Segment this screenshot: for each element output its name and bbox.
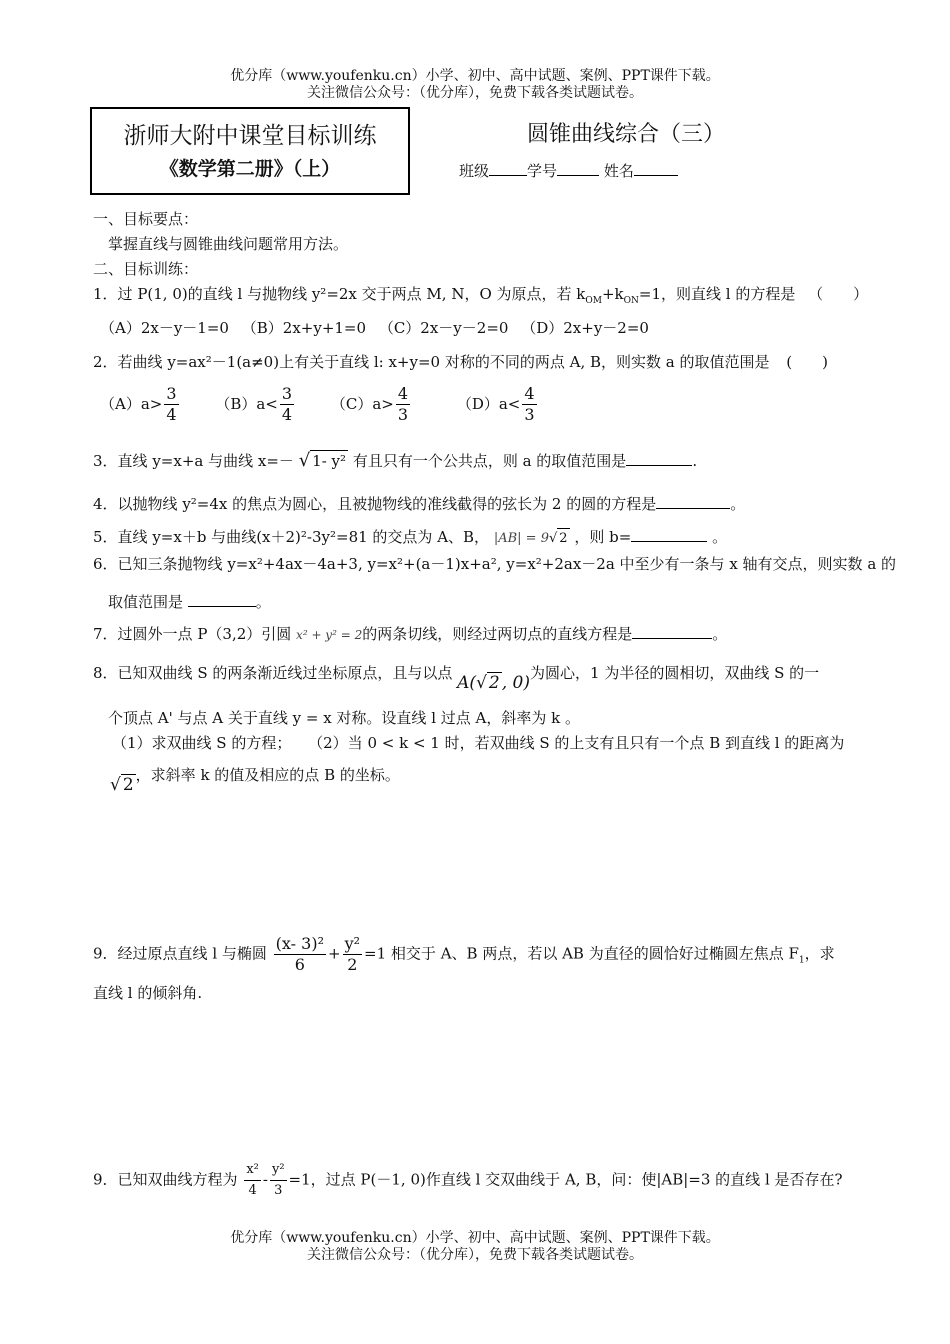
- section1-content: 掌握直线与圆锥曲线问题常用方法。: [108, 235, 349, 253]
- q9b-text-b: ，过点 P(－1, 0)作直线 l 交双曲线于 A, B，问：使|AB|=3 的直线 l 是否存在?: [310, 1170, 843, 1189]
- q7-text-b: 的两条切线，则经过两切点的直线方程是: [362, 625, 633, 643]
- q2-number: 2．: [93, 353, 118, 371]
- q8-line4-sqrt: 2: [122, 775, 134, 795]
- q4-number: 4．: [93, 495, 118, 513]
- q5-text-b: ，则 b=: [574, 528, 632, 546]
- q2-bracket: ( ): [786, 353, 828, 371]
- q1-text-b: +k: [601, 285, 624, 303]
- q8-line1: [93, 662, 820, 693]
- q6-end: 。: [255, 593, 271, 611]
- q9a-line2: 直线 l 的倾斜角.: [93, 984, 203, 1002]
- q9a-f1-den: 6: [294, 955, 305, 974]
- q9b-f2-den: 3: [274, 1183, 283, 1198]
- q9a-f1-num: (x- 3)²: [275, 934, 324, 953]
- title-box-line1: 浙师大附中课堂目标训练: [123, 123, 377, 149]
- q9b-f2-num: y²: [270, 1160, 287, 1181]
- q9b-f1-den: 4: [248, 1183, 257, 1198]
- q6-number: 6．: [93, 555, 118, 573]
- section1-heading: 一、目标要点：: [93, 210, 199, 228]
- name-label: 姓名: [603, 162, 634, 180]
- q9b-number: 9．: [93, 1170, 118, 1189]
- q2-option-d-den: 3: [524, 405, 535, 424]
- q2-option-c-num: 4: [397, 384, 409, 403]
- q5-number: 5．: [93, 528, 118, 546]
- q8-point-b: , 0): [501, 673, 531, 693]
- q1-option-d: （D）2x+y－2=0: [521, 319, 649, 337]
- q9a-f2-den: 2: [347, 955, 358, 974]
- q2-option-a-num: 3: [166, 384, 177, 403]
- q5: 5．直线 y=x＋b 与曲线(x＋2)²-3y²=81 的交点为 A、B， |AB| = 9√ 2 ，则 b= 。: [93, 527, 727, 549]
- q4-end: 。: [730, 495, 746, 513]
- q6-blank[interactable]: [188, 606, 256, 607]
- footer-line1: 优分库（www.youfenku.cn）小学、初中、高中试题、案例、PPT课件下载。: [230, 1230, 720, 1246]
- q8-point: A(√ 2 , 0): [457, 673, 531, 693]
- q8-sqrt: 2: [488, 673, 500, 693]
- q9a-number: 9．: [93, 944, 118, 963]
- q7-number: 7．: [93, 625, 118, 643]
- q1-options: [100, 318, 649, 338]
- q1-stem: [93, 284, 868, 311]
- footer-line2: 关注微信公众号：（优分库），免费下载各类试题试卷。: [307, 1247, 643, 1263]
- q2-option-b: [215, 384, 296, 424]
- q2-stem: [93, 352, 828, 372]
- header-line1: 优分库（www.youfenku.cn）小学、初中、高中试题、案例、PPT课件下载。: [230, 68, 720, 84]
- q8-line3: [112, 733, 844, 753]
- q2-option-c-label: （C）a>: [330, 394, 394, 413]
- q1-sub2: ON: [623, 296, 639, 306]
- q3-text-a: 直线 y=x+a 与曲线 x=－: [117, 452, 294, 470]
- title-box: [90, 107, 410, 195]
- number-blank[interactable]: [557, 175, 599, 176]
- number-label: 学号: [527, 162, 558, 180]
- q7-end: 。: [712, 625, 728, 643]
- q8-number: 8．: [93, 664, 118, 682]
- header-line2: 关注微信公众号：（优分库），免费下载各类试题试卷。: [307, 85, 643, 101]
- footer: [0, 1230, 950, 1264]
- q2-option-c-den: 3: [397, 405, 409, 424]
- q3-blank[interactable]: [626, 465, 692, 466]
- q1-number: 1．: [93, 285, 118, 303]
- q4-text: 以抛物线 y²=4x 的焦点为圆心，且被抛物线的准线截得的弦长为 2 的圆的方程是: [117, 495, 657, 513]
- q2-option-d: [456, 384, 539, 424]
- q2-text: 若曲线 y=ax²－1(a≠0)上有关于直线 l: x+y=0 对称的不同的两点 A, B，则实数 a 的取值范围是: [117, 353, 770, 371]
- q4-blank[interactable]: [656, 508, 730, 509]
- q6-line1: [93, 554, 896, 574]
- q8-line1-a: 已知双曲线 S 的两条渐近线过坐标原点，且与以点: [117, 664, 453, 682]
- q7-blank[interactable]: [632, 638, 712, 639]
- q9a-f2-num: y²: [344, 934, 361, 953]
- q9a-text-c: ，求: [804, 944, 835, 963]
- q9b-eq: =1: [288, 1170, 311, 1189]
- q2-option-b-den: 4: [281, 405, 293, 424]
- q7: [93, 624, 727, 645]
- q9a-line1: [93, 934, 835, 975]
- q1-text-a: 过 P(1, 0)的直线 l 与抛物线 y²=2x 交于两点 M, N，O 为原点，若 k: [117, 285, 586, 303]
- q2-option-a-den: 4: [166, 405, 177, 424]
- q2-option-b-label: （B）a<: [215, 394, 278, 413]
- q8-point-a: A(: [457, 673, 477, 693]
- q9b-f1-num: x²: [244, 1160, 261, 1181]
- q2-option-a-label: （A）a>: [100, 394, 163, 413]
- q8-line1-b: 为圆心，1 为半径的圆相切，双曲线 S 的一: [530, 664, 820, 682]
- q8-line3-b: （2）当 0 < k < 1 时，若双曲线 S 的上支有且只有一个点 B 到直线 l 的距离为: [308, 734, 845, 752]
- q1-text-c: =1，则直线 l 的方程是: [638, 285, 796, 303]
- q2-option-c: [330, 384, 412, 424]
- q5-formula: |AB| = 9: [493, 531, 549, 546]
- q1-bracket: （ ）: [808, 285, 869, 303]
- q2-option-d-label: （D）a<: [456, 394, 521, 413]
- q1-option-b: （B）2x+y+1=0: [241, 319, 367, 337]
- section2-heading: 二、目标训练：: [93, 260, 199, 278]
- q8-line4: √ 2 ，求斜率 k 的值及相应的点 B 的坐标。: [110, 766, 400, 795]
- q3-text-b: 有且只有一个公共点，则 a 的取值范围是: [352, 452, 627, 470]
- header: [0, 68, 950, 102]
- q4: [93, 494, 745, 514]
- q9b-minus: -: [262, 1170, 268, 1189]
- q5-sqrt: 2: [557, 528, 569, 549]
- q1-option-a: （A）2x－y－1=0: [100, 319, 229, 337]
- q9a-eq: =1: [364, 944, 387, 963]
- q2-option-a: [100, 384, 181, 424]
- q9b-text-a: 已知双曲线方程为: [117, 1170, 238, 1189]
- q2-options: [100, 384, 539, 425]
- q3-number: 3．: [93, 452, 118, 470]
- q5-blank[interactable]: [631, 541, 707, 542]
- q3: 3．直线 y=x+a 与曲线 x=－ √ 1- y² 有且只有一个公共点，则 a 的取值范围是 .: [93, 450, 698, 471]
- q9a-sub: 1: [798, 955, 805, 966]
- q6-text: 已知三条抛物线 y=x²+4ax－4a+3, y=x²+(a－1)x+a², y=x²+2ax－2a 中至少有一条与 x 轴有交点，则实数 a 的: [117, 555, 897, 573]
- name-blank[interactable]: [634, 175, 678, 176]
- q1-option-c: （C）2x－y－2=0: [378, 319, 509, 337]
- student-info: [459, 160, 678, 181]
- title-box-line2: 《数学第二册》（上）: [159, 158, 341, 180]
- q6-line2: [108, 592, 271, 612]
- q9a-text-a: 经过原点直线 l 与椭圆: [117, 944, 267, 963]
- q3-sqrt: 1- y²: [312, 452, 347, 470]
- q8-line2: 个顶点 A' 与点 A 关于直线 y = x 对称。设直线 l 过点 A，斜率为 k 。: [108, 709, 580, 727]
- q9b: [93, 1160, 843, 1201]
- q5-end: 。: [712, 528, 728, 546]
- doc-title: 圆锥曲线综合（三）: [527, 122, 726, 147]
- q5-text-a: 直线 y=x＋b 与曲线(x＋2)²-3y²=81 的交点为 A、B，: [117, 528, 490, 546]
- q8-line4-text: ，求斜率 k 的值及相应的点 B 的坐标。: [135, 766, 400, 784]
- q7-text-a: 过圆外一点 P（3,2）引圆: [117, 625, 292, 643]
- q8-line3-a: （1）求双曲线 S 的方程；: [112, 734, 292, 752]
- q2-option-d-num: 4: [524, 384, 535, 403]
- q3-end: .: [692, 452, 698, 470]
- q9a-plus: +: [327, 944, 341, 963]
- q1-sub1: OM: [585, 296, 602, 306]
- q6-text2: 取值范围是: [108, 593, 184, 611]
- class-blank[interactable]: [489, 175, 527, 176]
- class-label: 班级: [459, 162, 490, 180]
- q7-formula: x² + y² = 2: [296, 628, 363, 642]
- q9a-text-b: 相交于 A、B 两点，若以 AB 为直径的圆恰好过椭圆左焦点 F: [390, 944, 799, 963]
- q2-option-b-num: 3: [281, 384, 293, 403]
